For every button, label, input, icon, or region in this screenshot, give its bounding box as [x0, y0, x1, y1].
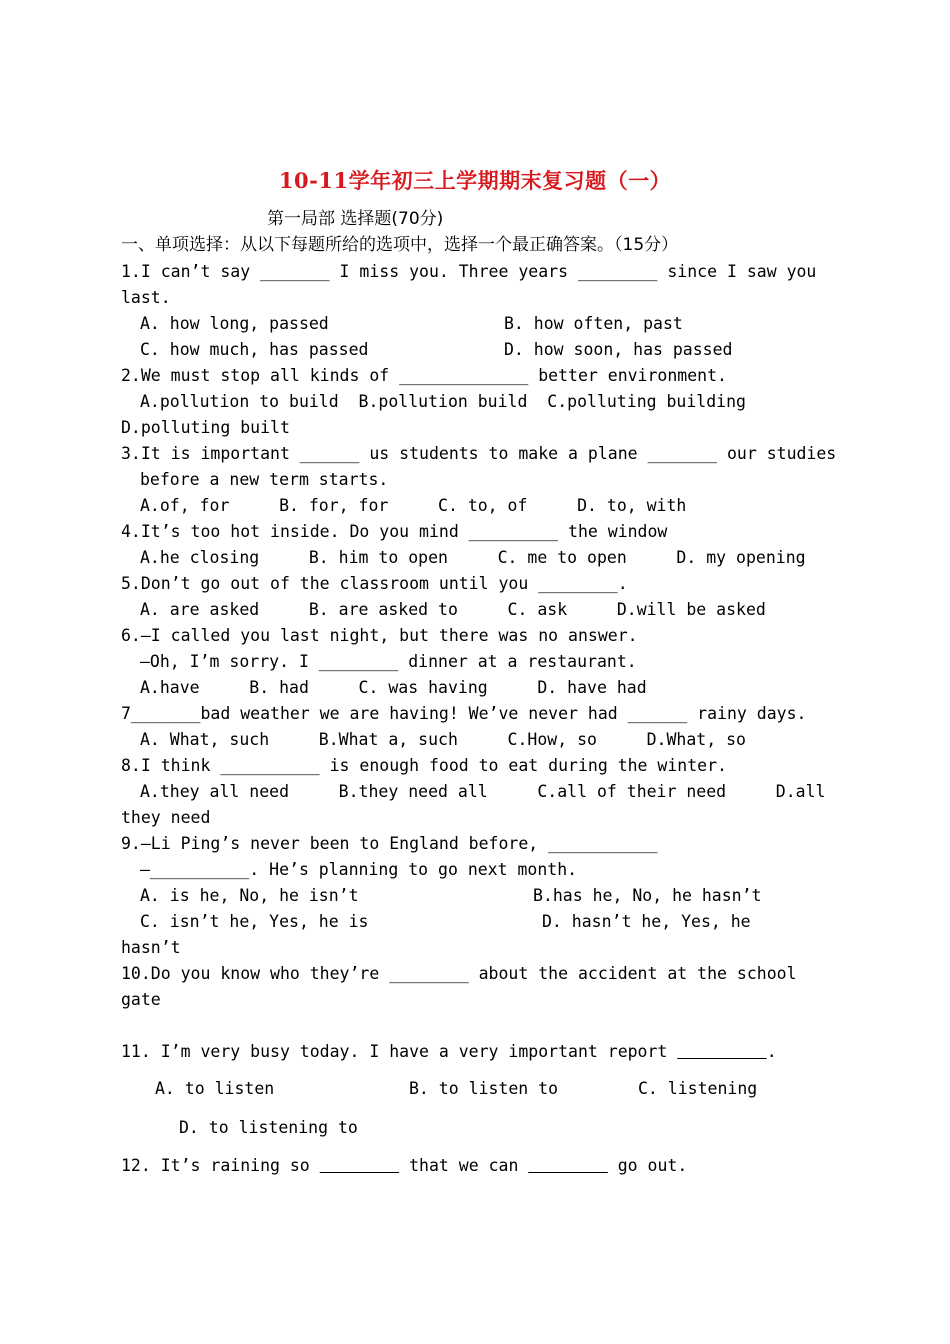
section-heading: 一、单项选择：从以下每题所给的选项中，选择一个最正确答案。（15分）	[121, 235, 679, 255]
question-2-options: A.pollution to build B.pollution build C.polluting building	[140, 392, 746, 411]
question-12-text: 12. It’s raining so	[121, 1156, 320, 1175]
answer-blank	[320, 1156, 399, 1175]
question-6-options: A.have B. had C. was having D. have had	[140, 678, 647, 697]
question-5: 5.Don’t go out of the classroom until you ________.	[121, 574, 628, 593]
question-9-option-d-cont: hasn’t	[121, 938, 181, 957]
question-3: 3.It is important ______ us students to make a plane _______ our studies	[121, 444, 837, 463]
question-11	[121, 1042, 777, 1062]
question-9-option-c: C. isn’t he, Yes, he is	[140, 912, 369, 931]
question-2: 2.We must stop all kinds of _____________ better environment.	[121, 366, 727, 385]
question-3-options: A.of, for B. for, for C. to, of D. to, with	[140, 496, 687, 515]
question-12-end: go out.	[607, 1156, 688, 1175]
question-5-options: A. are asked B. are asked to C. ask D.will be asked	[140, 600, 766, 619]
question-9-cont: —__________. He’s planning to go next month.	[140, 860, 578, 879]
question-11-option-d: D. to listening to	[179, 1118, 358, 1137]
question-2-option-d: D.polluting built	[121, 418, 290, 437]
question-9-option-b: B.has he, No, he hasn’t	[533, 886, 762, 905]
question-10: 10.Do you know who they’re ________ about the accident at the school	[121, 964, 797, 983]
question-1: 1.I can’t say _______ I miss you. Three years ________ since I saw you	[121, 262, 817, 281]
question-11-text: 11. I’m very busy today. I have a very important report	[121, 1042, 678, 1061]
question-12	[121, 1156, 687, 1176]
question-11-option-c: C. listening	[638, 1079, 758, 1098]
question-8-option-d-cont: they need	[121, 808, 211, 827]
answer-blank	[677, 1042, 766, 1061]
question-3-cont: before a new term starts.	[140, 470, 389, 489]
question-11-option-a: A. to listen	[155, 1079, 275, 1098]
question-1-cont: last.	[121, 288, 171, 307]
question-1-option-d: D. how soon, has passed	[504, 340, 733, 359]
part-heading: 第一局部 选择题(70分)	[267, 209, 444, 229]
answer-blank	[528, 1156, 607, 1175]
question-6-cont: —Oh, I’m sorry. I ________ dinner at a restaurant.	[140, 652, 637, 671]
question-9-option-d: D. hasn’t he, Yes, he	[542, 912, 751, 931]
question-11-option-b: B. to listen to	[409, 1079, 559, 1098]
question-12-mid: that we can	[399, 1156, 529, 1175]
question-9-option-a: A. is he, No, he isn’t	[140, 886, 359, 905]
question-6: 6.—I called you last night, but there was no answer.	[121, 626, 638, 645]
question-4: 4.It’s too hot inside. Do you mind _________ the window	[121, 522, 668, 541]
question-9: 9.—Li Ping’s never been to England before, ___________	[121, 834, 658, 853]
question-7: 7_______bad weather we are having! We’ve never had ______ rainy days.	[121, 704, 807, 723]
question-8-options: A.they all need B.they need all C.all of their need D.all	[140, 782, 826, 801]
question-1-option-a: A. how long, passed	[140, 314, 329, 333]
question-1-option-b: B. how often, past	[504, 314, 683, 333]
question-10-cont: gate	[121, 990, 161, 1009]
question-7-options: A. What, such B.What a, such C.How, so D.What, so	[140, 730, 746, 749]
question-8: 8.I think __________ is enough food to eat during the winter.	[121, 756, 727, 775]
question-4-options: A.he closing B. him to open C. me to open D. my opening	[140, 548, 806, 567]
question-11-end: .	[766, 1042, 777, 1061]
document-title: 10-11学年初三上学期期末复习题（一）	[278, 168, 672, 193]
question-1-option-c: C. how much, has passed	[140, 340, 369, 359]
